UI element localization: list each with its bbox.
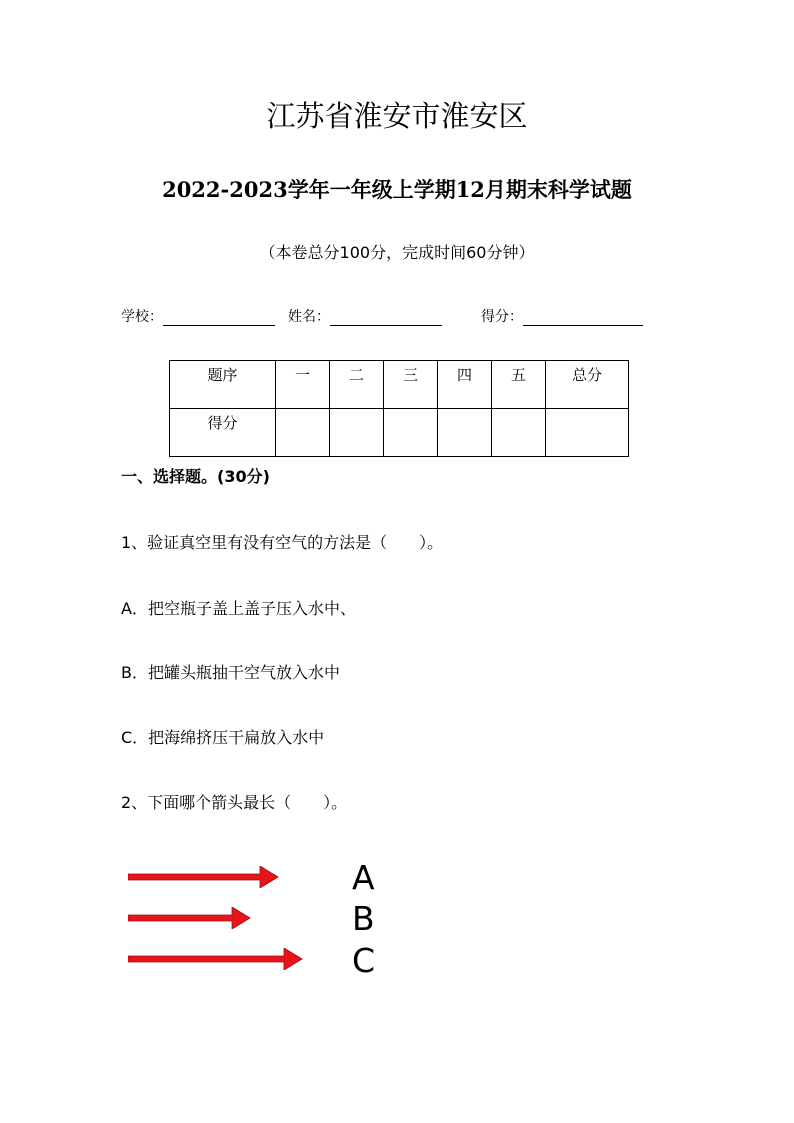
arrow-label-c: C <box>352 941 376 980</box>
section-title: 一、选择题。(30分) <box>121 467 270 486</box>
table-score-cell[interactable] <box>276 409 330 457</box>
arrow-label-b: B <box>352 899 375 938</box>
arrow-shape <box>128 948 302 970</box>
question-1-option-b: B．把罐头瓶抽干空气放入水中 <box>121 663 340 682</box>
question-1-stem: 1、验证真空里有没有空气的方法是（ ）。 <box>121 533 444 552</box>
table-row-label: 得分 <box>170 409 276 457</box>
score-blank[interactable] <box>523 309 643 326</box>
exam-title: 2022-2023学年一年级上学期12月期末科学试题 <box>162 177 632 202</box>
arrow-a <box>128 866 308 888</box>
score-table <box>169 360 629 457</box>
school-blank[interactable] <box>163 309 275 326</box>
table-header-cell: 四 <box>438 361 492 409</box>
table-score-cell[interactable] <box>546 409 629 457</box>
name-field <box>288 306 442 326</box>
question-2-stem: 2、下面哪个箭头最长（ ）。 <box>121 793 348 812</box>
table-header-cell: 二 <box>330 361 384 409</box>
table-score-cell[interactable] <box>384 409 438 457</box>
region-title: 江苏省淮安市淮安区 <box>266 99 528 133</box>
arrow-c <box>128 948 308 970</box>
score-table-score-row <box>170 409 629 457</box>
table-score-cell[interactable] <box>330 409 384 457</box>
table-score-cell[interactable] <box>492 409 546 457</box>
table-header-cell: 总分 <box>546 361 629 409</box>
table-header-cell: 题序 <box>170 361 276 409</box>
exam-note: （本卷总分100分，完成时间60分钟） <box>259 243 535 262</box>
school-label: 学校： <box>121 309 163 325</box>
score-field <box>481 306 643 326</box>
score-table-header-row <box>170 361 629 409</box>
question-1-option-c: C．把海绵挤压干扁放入水中 <box>121 728 325 747</box>
table-header-cell: 五 <box>492 361 546 409</box>
question-1-option-a: A．把空瓶子盖上盖子压入水中、 <box>121 599 356 618</box>
arrow-shape <box>128 907 250 929</box>
score-label: 得分： <box>481 309 523 325</box>
school-field <box>121 306 275 326</box>
name-blank[interactable] <box>330 309 442 326</box>
table-score-cell[interactable] <box>438 409 492 457</box>
table-header-cell: 一 <box>276 361 330 409</box>
arrow-label-a: A <box>352 858 375 897</box>
arrow-b <box>128 907 308 929</box>
arrow-shape <box>128 866 278 888</box>
name-label: 姓名： <box>288 309 330 325</box>
table-header-cell: 三 <box>384 361 438 409</box>
